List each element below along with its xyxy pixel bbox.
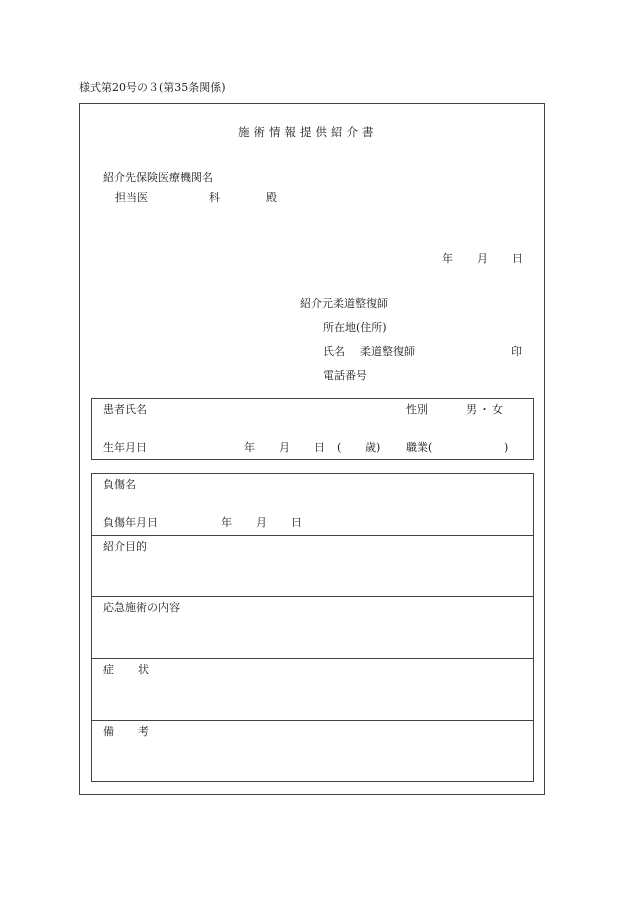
injury-name-label: 負傷名 [103, 478, 136, 491]
symptoms-label-2: 状 [138, 663, 149, 676]
remarks-label-2: 考 [138, 725, 149, 738]
occupation-label: 職業( [406, 441, 433, 454]
age-unit: 歳) [365, 441, 381, 454]
purpose-label: 紹介目的 [103, 540, 147, 553]
honorific: 殿 [266, 191, 277, 204]
age-open: ( [337, 441, 342, 454]
injury-year: 年 [221, 516, 232, 529]
injury-day: 日 [291, 516, 302, 529]
symptoms-label-1: 症 [103, 663, 114, 676]
divider-emergency [91, 596, 534, 597]
form-number: 様式第20号の３(第35条関係) [79, 81, 226, 94]
seal-mark: 印 [511, 345, 522, 358]
divider-purpose [91, 535, 534, 536]
birth-month: 月 [279, 441, 290, 454]
date-day: 日 [512, 252, 523, 265]
sender-heading: 紹介元柔道整復師 [300, 297, 388, 310]
sex-options: 男・女 [466, 403, 505, 416]
department-label: 科 [209, 191, 220, 204]
birth-year: 年 [244, 441, 255, 454]
divider-remarks [91, 720, 534, 721]
name-role: 柔道整復師 [360, 345, 415, 358]
injury-month: 月 [256, 516, 267, 529]
date-year: 年 [442, 252, 453, 265]
sex-label: 性別 [406, 403, 428, 416]
remarks-label-1: 備 [103, 725, 114, 738]
birth-day: 日 [314, 441, 325, 454]
phone-label: 電話番号 [323, 369, 367, 382]
divider-symptoms [91, 658, 534, 659]
document-title: 施術情報提供紹介書 [238, 125, 378, 139]
emergency-label: 応急施術の内容 [103, 601, 180, 614]
name-label: 氏名 [323, 345, 345, 358]
date-month: 月 [477, 252, 488, 265]
address-label: 所在地(住所) [323, 321, 387, 334]
occupation-close: ) [504, 441, 509, 454]
doctor-label: 担当医 [115, 191, 148, 204]
birth-label: 生年月日 [103, 441, 147, 454]
injury-date-label: 負傷年月日 [103, 516, 158, 529]
patient-name-label: 患者氏名 [103, 403, 147, 416]
recipient-institution-label: 紹介先保険医療機関名 [103, 171, 213, 184]
